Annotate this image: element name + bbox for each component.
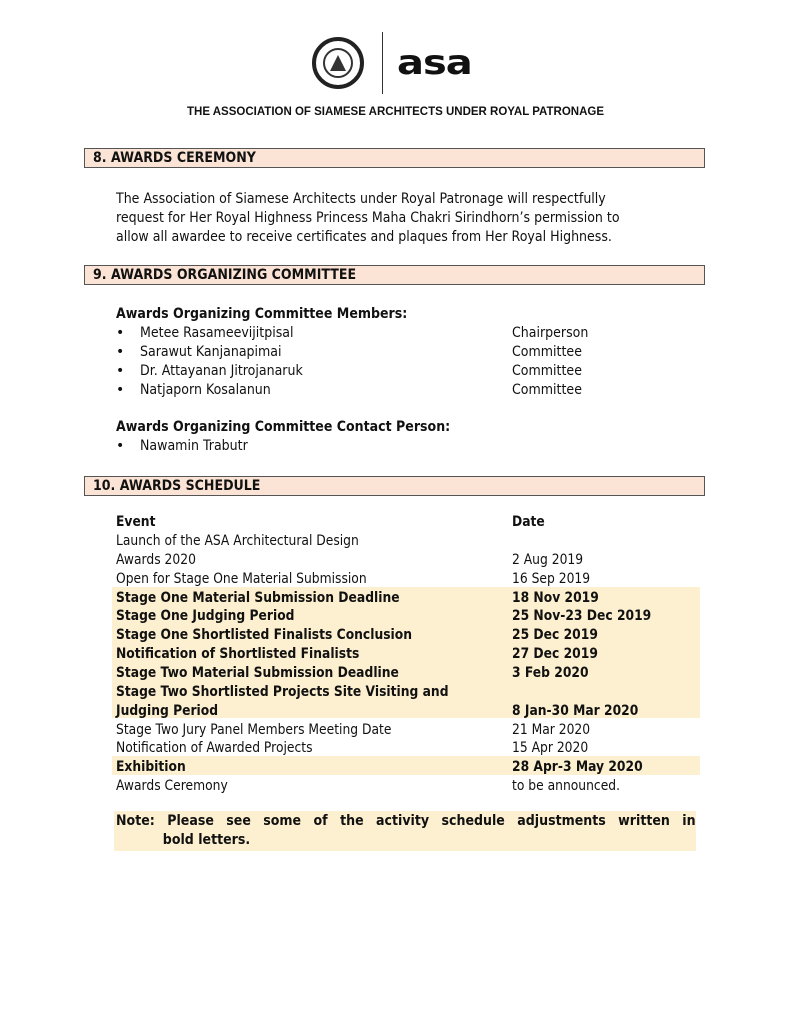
schedule-date: to be announced. — [512, 778, 621, 795]
schedule-row — [116, 532, 716, 551]
note-line-1 — [116, 812, 696, 831]
schedule-row — [116, 739, 716, 758]
schedule-date: 8 Jan-30 Mar 2020 — [512, 702, 639, 719]
schedule-row — [116, 683, 716, 702]
note-word: the — [340, 813, 364, 829]
schedule-date: 15 Apr 2020 — [512, 740, 589, 757]
schedule-event: Awards Ceremony — [116, 778, 228, 795]
header-logo — [312, 32, 472, 94]
schedule-date: 16 Sep 2019 — [512, 570, 591, 587]
member-role: Committee — [512, 382, 582, 398]
note-word: activity — [376, 813, 430, 829]
note-word: of — [313, 813, 328, 829]
note-word: written — [618, 813, 670, 829]
schedule-event: Stage One Judging Period — [116, 608, 295, 625]
schedule-row — [116, 551, 716, 570]
bullet-icon: • — [116, 344, 125, 360]
schedule-row — [116, 758, 716, 777]
schedule-date: 27 Dec 2019 — [512, 646, 598, 663]
committee-member-row — [116, 325, 716, 344]
schedule-date: 28 Apr-3 May 2020 — [512, 759, 643, 776]
contact-person-title: Awards Organizing Committee Contact Person: — [116, 419, 451, 435]
schedule-date: 2 Aug 2019 — [512, 551, 584, 568]
schedule-event: Stage One Shortlisted Finalists Conclusion — [116, 627, 413, 644]
royal-seal-icon — [312, 37, 364, 89]
section-heading-awards-ceremony: 8. AWARDS CEREMONY — [84, 148, 705, 168]
section-heading-awards-schedule: 10. AWARDS SCHEDULE — [84, 476, 705, 496]
schedule-date: 25 Nov-23 Dec 2019 — [512, 608, 652, 625]
bullet-icon: • — [116, 382, 125, 398]
note-word: Please — [167, 813, 214, 829]
schedule-note — [116, 812, 696, 850]
schedule-date: 18 Nov 2019 — [512, 589, 599, 606]
bullet-icon: • — [116, 438, 125, 454]
note-word: some — [263, 813, 302, 829]
ceremony-paragraph-line: The Association of Siamese Architects under Royal Patronage will respectfully — [116, 191, 606, 207]
member-role: Committee — [512, 363, 582, 379]
schedule-event: Stage Two Jury Panel Members Meeting Date — [116, 721, 392, 738]
section-heading-organizing-committee: 9. AWARDS ORGANIZING COMMITTEE — [84, 265, 705, 285]
schedule-header-row — [116, 513, 716, 532]
logo-divider — [382, 32, 383, 94]
schedule-date: 3 Feb 2020 — [512, 664, 589, 681]
schedule-date: 25 Dec 2019 — [512, 627, 598, 644]
schedule-row — [116, 589, 716, 608]
bullet-icon: • — [116, 363, 125, 379]
schedule-row — [116, 626, 716, 645]
bullet-icon: • — [116, 325, 125, 341]
ceremony-paragraph-line: allow all awardee to receive certificates and plaques from Her Royal Highness. — [116, 229, 612, 245]
committee-members-title: Awards Organizing Committee Members: — [116, 306, 408, 322]
committee-member-row — [116, 344, 716, 363]
schedule-row — [116, 702, 716, 721]
note-word: Note: — [116, 813, 155, 829]
contact-name: Nawamin Trabutr — [140, 438, 248, 454]
schedule-event: Judging Period — [116, 702, 219, 719]
schedule-row — [116, 607, 716, 626]
schedule-event: Stage Two Shortlisted Projects Site Visiting and — [116, 683, 449, 700]
member-role: Chairperson — [512, 325, 589, 341]
note-word: see — [226, 813, 251, 829]
schedule-row — [116, 721, 716, 740]
schedule-row — [116, 570, 716, 589]
schedule-date: 21 Mar 2020 — [512, 721, 591, 738]
note-line-2: bold letters. — [162, 832, 251, 848]
note-word: schedule — [441, 813, 505, 829]
column-header-date: Date — [512, 514, 545, 530]
schedule-row — [116, 664, 716, 683]
schedule-event: Stage One Material Submission Deadline — [116, 589, 400, 606]
schedule-row — [116, 645, 716, 664]
schedule-event: Awards 2020 — [116, 551, 196, 568]
schedule-event: Notification of Shortlisted Finalists — [116, 646, 360, 663]
column-header-event: Event — [116, 514, 156, 530]
member-name: Metee Rasameevijitpisal — [140, 325, 294, 341]
member-role: Committee — [512, 344, 582, 360]
schedule-event: Exhibition — [116, 759, 186, 776]
asa-logo-text: asa — [397, 43, 472, 83]
note-word: in — [682, 813, 696, 829]
schedule-event: Launch of the ASA Architectural Design — [116, 533, 359, 549]
member-name: Dr. Attayanan Jitrojanaruk — [140, 363, 303, 379]
schedule-event: Notification of Awarded Projects — [116, 740, 313, 757]
schedule-row — [116, 777, 716, 796]
committee-member-row — [116, 382, 716, 401]
schedule-event: Stage Two Material Submission Deadline — [116, 664, 399, 681]
schedule-event: Open for Stage One Material Submission — [116, 570, 367, 587]
committee-member-row — [116, 363, 716, 382]
member-name: Sarawut Kanjanapimai — [140, 344, 282, 360]
note-word: adjustments — [517, 813, 606, 829]
member-name: Natjaporn Kosalanun — [140, 382, 271, 398]
organization-name: THE ASSOCIATION OF SIAMESE ARCHITECTS UNDER ROYAL PATRONAGE — [186, 106, 604, 118]
contact-person-row — [116, 438, 716, 457]
ceremony-paragraph-line: request for Her Royal Highness Princess Maha Chakri Sirindhorn’s permission to — [116, 210, 620, 226]
